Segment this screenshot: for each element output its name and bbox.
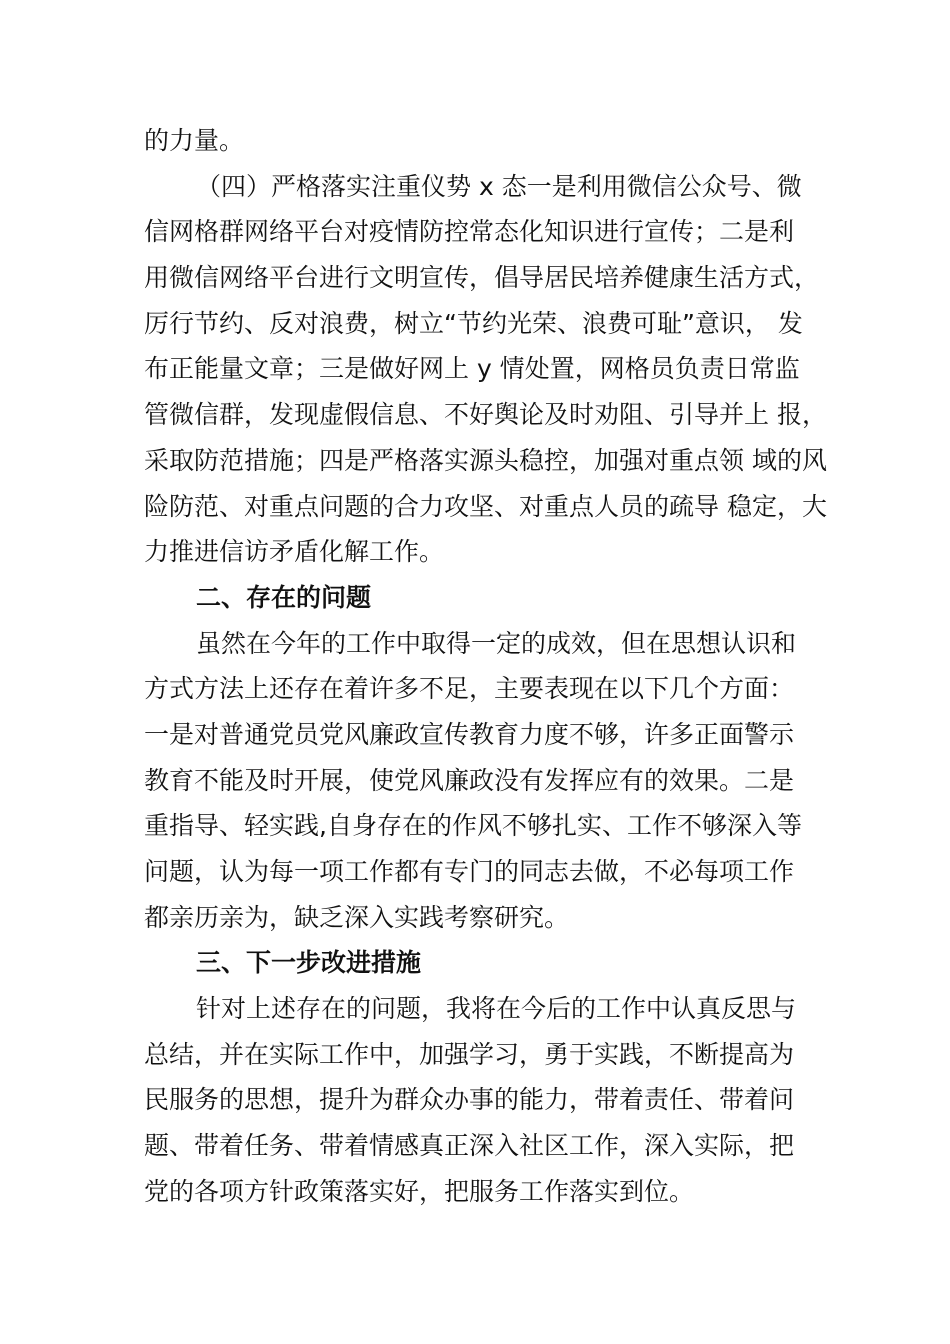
document-body	[144, 118, 836, 1215]
text-line: 针对上述存在的问题，我将在今后的工作中认真反思与	[196, 994, 797, 1024]
text-line: 管微信群，发现虚假信息、不好舆论及时劝阻、引导并上 报，	[144, 400, 827, 430]
text-line: 力推进信访矛盾化解工作。	[144, 537, 445, 567]
text-line: 民服务的思想，提升为群众办事的能力，带着责任、带着问	[144, 1085, 795, 1115]
text-line: 问题，认为每一项工作都有专门的同志去做，不必每项工作	[144, 857, 795, 886]
text-line: 布正能量文章；三是做好网上 y 情处置，网格员负责日常监	[144, 354, 800, 384]
section-heading: 三、下一步改进措施	[196, 948, 422, 978]
text-line: 总结，并在实际工作中，加强学习，勇于实践，不断提高为	[144, 1039, 795, 1069]
text-line: 采取防范措施；四是严格落实源头稳控，加强对重点领 域的风	[144, 445, 827, 475]
text-line: （四）严格落实注重仪势 x 态一是利用微信公众号、微	[196, 171, 802, 201]
text-line: 重指导、轻实践,自身存在的作风不够扎实、工作不够深入等	[144, 811, 802, 841]
text-line: 题、带着任务、带着情感真正深入社区工作，深入实际，把	[144, 1131, 795, 1161]
text-line: 虽然在今年的工作中取得一定的成效，但在思想认识和	[196, 628, 797, 658]
text-line: 厉行节约、反对浪费，树立“节约光荣、浪费可耻”意识， 发	[144, 308, 803, 338]
text-line: 教育不能及时开展，使党风廉政没有发挥应有的效果。二是	[144, 765, 795, 795]
text-line: 用微信网络平台进行文明宣传，倡导居民培养健康生活方式，	[144, 263, 820, 293]
text-line: 险防范、对重点问题的合力攻坚、对重点人员的疏导 稳定，大	[144, 491, 827, 521]
text-line: 信网格群网络平台对疫情防控常态化知识进行宣传；二是利	[144, 217, 795, 247]
text-line: 一是对普通党员党风廉政宣传教育力度不够，许多正面警示	[144, 719, 795, 749]
text-line: 都亲历亲为，缺乏深入实践考察研究。	[144, 902, 570, 932]
section-heading: 二、存在的问题	[196, 582, 372, 612]
text-line: 方式方法上还存在着许多不足，主要表现在以下几个方面：	[144, 674, 795, 704]
text-line: 党的各项方针政策落实好，把服务工作落实到位。	[144, 1176, 695, 1206]
text-line: 的力量。	[144, 126, 245, 155]
